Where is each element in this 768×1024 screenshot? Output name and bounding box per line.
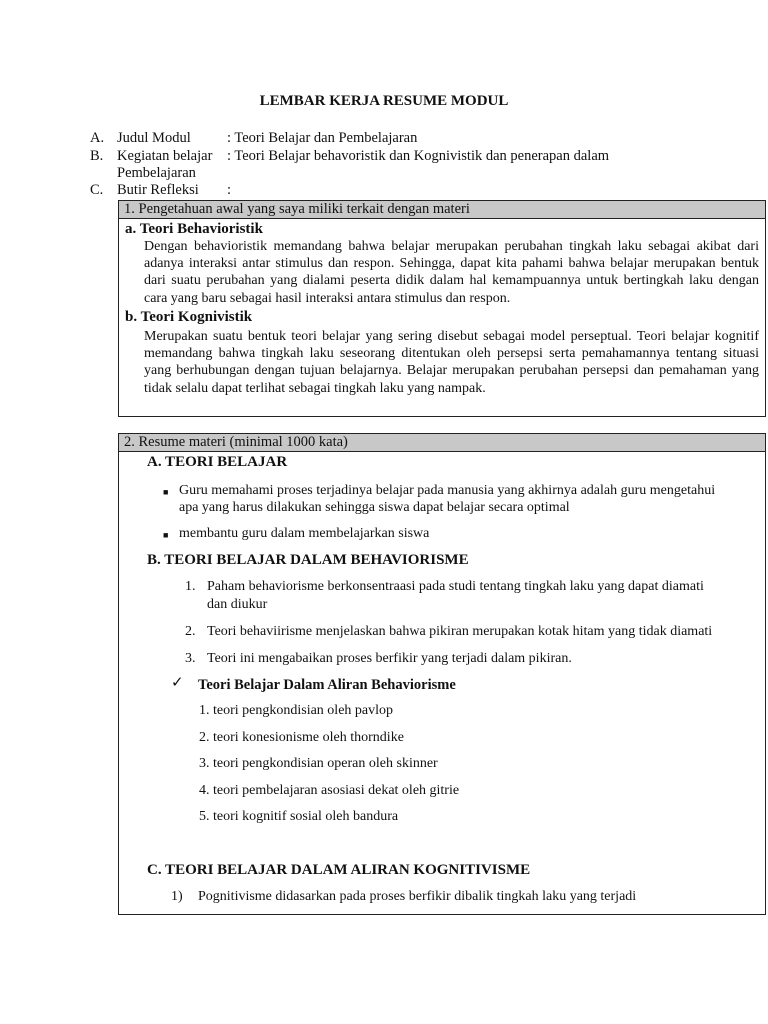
meta-label: Judul Modul — [117, 130, 191, 146]
list-item: Teori ini mengabaikan proses berfikir yang terjadi dalam pikiran. — [207, 651, 572, 666]
meta-value: : Teori Belajar dan Pembelajaran — [227, 130, 418, 146]
paragraph-behavioristik: Dengan behavioristik memandang bahwa belajar merupakan perubahan tingkah laku sebagai akibat dari adanya interaksi antar stimulus dan respon. Sehingga, dapat kita pahami bahwa belajar merupakan bentuk dari suatu perubahan yang dialami peserta didik dalam hal kemampuannya untuk bertingkah laku dengan cara yang baru sebagai hasil interaksi antara stimulus dan respon. — [144, 239, 759, 306]
paragraph-kognivistik: Merupakan suatu bentuk teori belajar yang sering disebut sebagai model perseptual. Teori belajar kognitif memandang bahwa tingkah laku seseorang ditentukan oleh persepsi serta pemahamannya tentang situasi yang berhubungan dengan tujuan belajarnya. Belajar merupakan perubahan persepsi dan pemahaman yang tidak selalu dapat terlihat sebagai tingkah laku yang nampak. — [144, 329, 759, 396]
meta-label: Butir Refleksi — [117, 182, 199, 198]
bullet-item: Guru memahami proses terjadinya belajar pada manusia yang akhirnya adalah guru mengetahui — [179, 483, 716, 498]
square-bullet-icon: ■ — [163, 487, 169, 497]
meta-letter: C. — [90, 182, 104, 198]
list-item-cont: dan diukur — [207, 597, 268, 612]
list-item: Teori behaviirisme menjelaskan bahwa pikiran merupakan kotak hitam yang tidak diamati — [207, 624, 713, 639]
section-heading-kognitivisme: C. TEORI BELAJAR DALAM ALIRAN KOGNITIVISME — [147, 862, 531, 878]
list-item: 3. teori pengkondisian operan oleh skinner — [199, 756, 438, 771]
list-item: Paham behaviorisme berkonsentraasi pada studi tentang tingkah laku yang dapat diamati — [207, 579, 704, 594]
section-heading-teori-belajar: A. TEORI BELAJAR — [147, 454, 288, 470]
meta-value: : Teori Belajar behavoristik dan Kognivistik dan penerapan dalam — [227, 148, 610, 164]
bullet-item-cont: apa yang harus dilakukan sehingga siswa dapat belajar secara optimal — [179, 500, 570, 515]
section-heading-behaviorisme: B. TEORI BELAJAR DALAM BEHAVIORISME — [147, 552, 469, 568]
list-item: 1. teori pengkondisian oleh pavlop — [199, 703, 394, 718]
list-item: 2. teori konesionisme oleh thorndike — [199, 730, 404, 745]
subheading-aliran-behaviorisme: Teori Belajar Dalam Aliran Behaviorisme — [198, 677, 456, 693]
list-item: Pognitivisme didasarkan pada proses berfikir dibalik tingkah laku yang terjadi — [198, 889, 637, 904]
list-item: 5. teori kognitif sosial oleh bandura — [199, 809, 399, 824]
box-header: 2. Resume materi (minimal 1000 kata) — [119, 434, 765, 452]
list-number: 1. — [185, 579, 196, 594]
box-resume-materi — [118, 433, 766, 915]
box-pengetahuan-awal — [118, 200, 766, 417]
subheading-behavioristik: a. Teori Behavioristik — [125, 221, 263, 237]
meta-letter: B. — [90, 148, 104, 164]
list-number: 1) — [171, 889, 183, 904]
list-item: 4. teori pembelajaran asosiasi dekat oleh gitrie — [199, 783, 460, 798]
meta-label: Pembelajaran — [117, 165, 196, 181]
square-bullet-icon: ■ — [163, 530, 169, 540]
box-header: 1. Pengetahuan awal yang saya miliki terkait dengan materi — [119, 201, 765, 219]
list-number: 3. — [185, 651, 196, 666]
meta-value: : — [227, 182, 232, 198]
bullet-item: membantu guru dalam membelajarkan siswa — [179, 526, 430, 541]
subheading-kognivistik: b. Teori Kognivistik — [125, 309, 253, 325]
list-number: 2. — [185, 624, 196, 639]
meta-label: Kegiatan belajar — [117, 148, 213, 164]
page-title: LEMBAR KERJA RESUME MODUL — [259, 93, 509, 109]
meta-letter: A. — [90, 130, 105, 146]
checkmark-icon: ✓ — [171, 675, 184, 691]
